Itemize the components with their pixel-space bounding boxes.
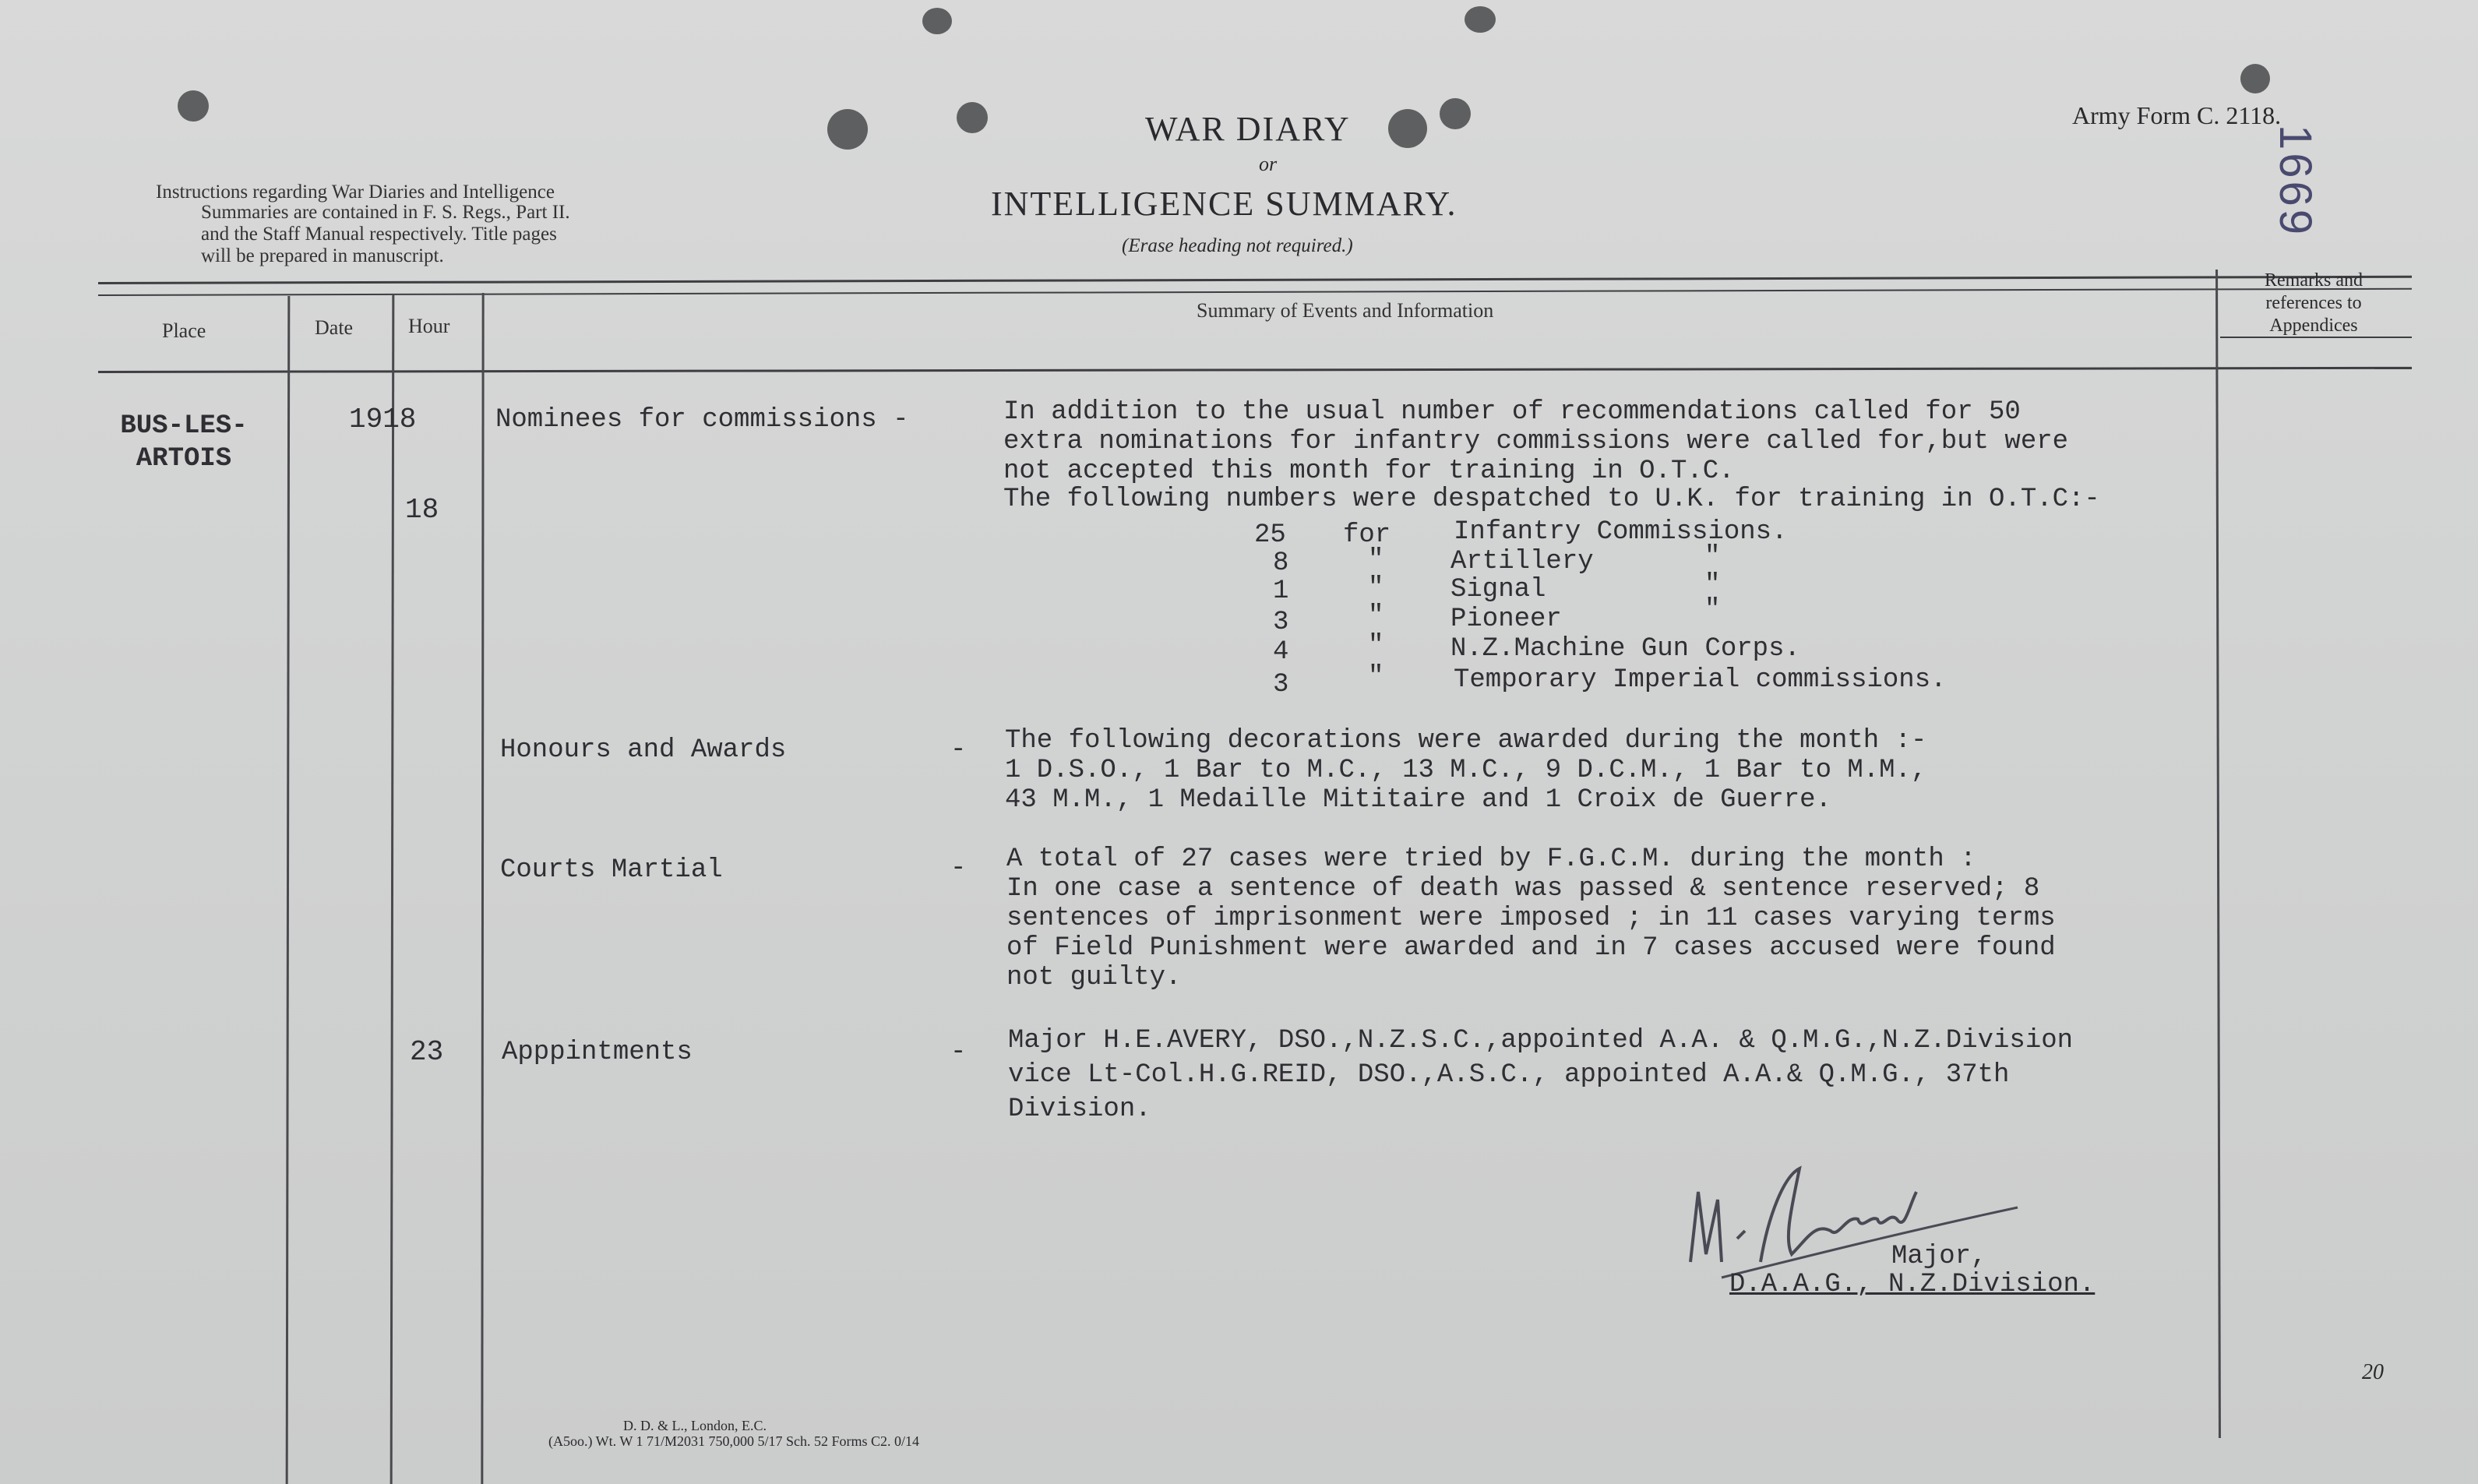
title-war-diary: WAR DIARY <box>1145 110 1351 148</box>
breakdown-ditto: " <box>1704 595 1721 625</box>
table-top-rule <box>98 276 2412 284</box>
entry-line: The following numbers were despatched to U.K. for training in O.T.C:- <box>1003 485 2100 514</box>
punch-hole <box>2240 64 2270 93</box>
breakdown-num: 8 <box>1273 548 1289 578</box>
instructions-line: Summaries are contained in F. S. Regs., Part II. <box>201 202 570 223</box>
breakdown-ditto: " <box>1704 542 1721 572</box>
place-line: ARTOIS <box>136 444 232 474</box>
breakdown-word: " <box>1368 601 1384 631</box>
instructions-line: Instructions regarding War Diaries and Intelligence <box>156 182 555 203</box>
column-header-hour: Hour <box>408 315 450 337</box>
punch-hole <box>178 90 209 122</box>
date-23: 23 <box>410 1036 444 1068</box>
punch-hole <box>827 109 868 150</box>
entry-heading-nominees: Nominees for commissions - <box>495 405 909 435</box>
breakdown-branch: Signal <box>1450 575 1546 605</box>
remarks-header-line: references to <box>2265 293 2362 313</box>
entry-dash: - <box>950 735 967 765</box>
breakdown-branch: Temporary Imperial commissions. <box>1454 665 1947 695</box>
entry-heading-honours: Honours and Awards <box>500 735 787 765</box>
column-divider <box>390 294 395 1484</box>
breakdown-word: for <box>1343 520 1391 550</box>
table-top-rule-2 <box>98 288 2412 296</box>
breakdown-branch: Infantry Commissions. <box>1454 517 1788 547</box>
title-intelligence-summary: INTELLIGENCE SUMMARY. <box>991 185 1458 223</box>
page-number-stamp: 1669 <box>2270 125 2321 238</box>
signature-title: D.A.A.G., N.Z.Division. <box>1729 1270 2096 1299</box>
breakdown-branch: Artillery <box>1450 547 1594 576</box>
punch-hole <box>1465 6 1496 33</box>
punch-hole <box>957 102 988 133</box>
appointments-text <box>1008 1024 2073 1126</box>
entry-line: Major H.E.AVERY, DSO.,N.Z.S.C.,appointed A.A. & Q.M.G.,N.Z.Division <box>1008 1026 2074 1056</box>
breakdown-ditto: " <box>1704 570 1721 600</box>
entry-line: not accepted this month for training in O.T.C. <box>1003 456 1735 486</box>
nominees-text <box>1003 396 2100 516</box>
column-header-remarks <box>2244 270 2384 337</box>
signature-rank: Major, <box>1891 1242 1987 1271</box>
entry-line: extra nominations for infantry commissions were called for,but were <box>1003 427 2069 456</box>
remarks-header-line: Remarks and <box>2265 270 2363 291</box>
entry-line: 1 D.S.O., 1 Bar to M.C., 13 M.C., 9 D.C.M., 1 Bar to M.M., <box>1005 756 1927 785</box>
date-18: 18 <box>405 494 439 526</box>
entry-line: In one case a sentence of death was passed & sentence reserved; 8 <box>1006 874 2040 904</box>
breakdown-word: " <box>1368 545 1384 575</box>
breakdown-num: 1 <box>1273 576 1289 606</box>
breakdown-num: 3 <box>1273 670 1289 700</box>
entry-heading-courts-martial: Courts Martial <box>500 855 723 885</box>
erase-note: (Erase heading not required.) <box>1122 235 1353 256</box>
instructions-line: will be prepared in manuscript. <box>201 245 444 266</box>
instructions-line: and the Staff Manual respectively. Title pages <box>201 224 557 245</box>
entry-line: sentences of imprisonment were imposed ; in 11 cases varying terms <box>1006 904 2056 933</box>
column-divider <box>2215 270 2221 1438</box>
breakdown-word: " <box>1368 662 1384 692</box>
entry-line: of Field Punishment were awarded and in 7 cases accused were found <box>1006 933 2056 963</box>
entry-heading-appointments: Apppintments <box>502 1038 693 1067</box>
entry-line: In addition to the usual number of recommendations called for 50 <box>1003 397 2021 427</box>
header-bottom-rule <box>98 367 2412 373</box>
entry-line: not guilty. <box>1006 963 1182 992</box>
breakdown-num: 4 <box>1273 637 1289 667</box>
breakdown-num: 3 <box>1273 608 1289 637</box>
entry-dash: - <box>950 854 967 883</box>
breakdown-branch: Pioneer <box>1450 605 1562 634</box>
entry-line: 43 M.M., 1 Medaille Mititaire and 1 Croix de Guerre. <box>1005 785 1831 815</box>
breakdown-num: 25 <box>1254 520 1286 550</box>
punch-hole <box>922 8 952 34</box>
column-header-date: Date <box>315 316 354 339</box>
place-cell <box>114 410 254 475</box>
column-divider <box>286 296 291 1484</box>
courts-martial-text <box>1006 844 2056 992</box>
title-or: or <box>1259 153 1278 175</box>
printer-imprint: D. D. & L., London, E.C. <box>623 1418 767 1433</box>
entry-line: A total of 27 cases were tried by F.G.C.M. during the month : <box>1006 844 1976 874</box>
entry-line: The following decorations were awarded during the month :- <box>1005 726 1927 756</box>
breakdown-word: " <box>1368 573 1384 603</box>
punch-hole <box>1388 109 1427 148</box>
entry-line: vice Lt-Col.H.G.REID, DSO.,A.S.C., appointed A.A.& Q.M.G., 37th <box>1008 1060 2010 1090</box>
place-line: BUS-LES- <box>120 411 248 441</box>
form-label: Army Form C. 2118. <box>2072 101 2282 129</box>
margin-mark: 20 <box>2362 1360 2384 1384</box>
entry-line: Division. <box>1008 1094 1151 1124</box>
column-header-summary: Summary of Events and Information <box>1197 299 1494 322</box>
honours-text <box>1005 726 1926 815</box>
breakdown-branch: N.Z.Machine Gun Corps. <box>1450 634 1800 664</box>
year: 1918 <box>349 404 417 435</box>
column-divider <box>481 293 484 1484</box>
remarks-header-line: Appendices <box>2269 315 2358 336</box>
punch-hole <box>1440 98 1471 129</box>
entry-dash: - <box>950 1038 967 1067</box>
form-code: (A5oo.) Wt. W 1 71/M2031 750,000 5/17 Sch. 52 Forms C2. 0/14 <box>548 1433 920 1449</box>
breakdown-word: " <box>1368 631 1384 661</box>
column-header-place: Place <box>162 319 206 342</box>
